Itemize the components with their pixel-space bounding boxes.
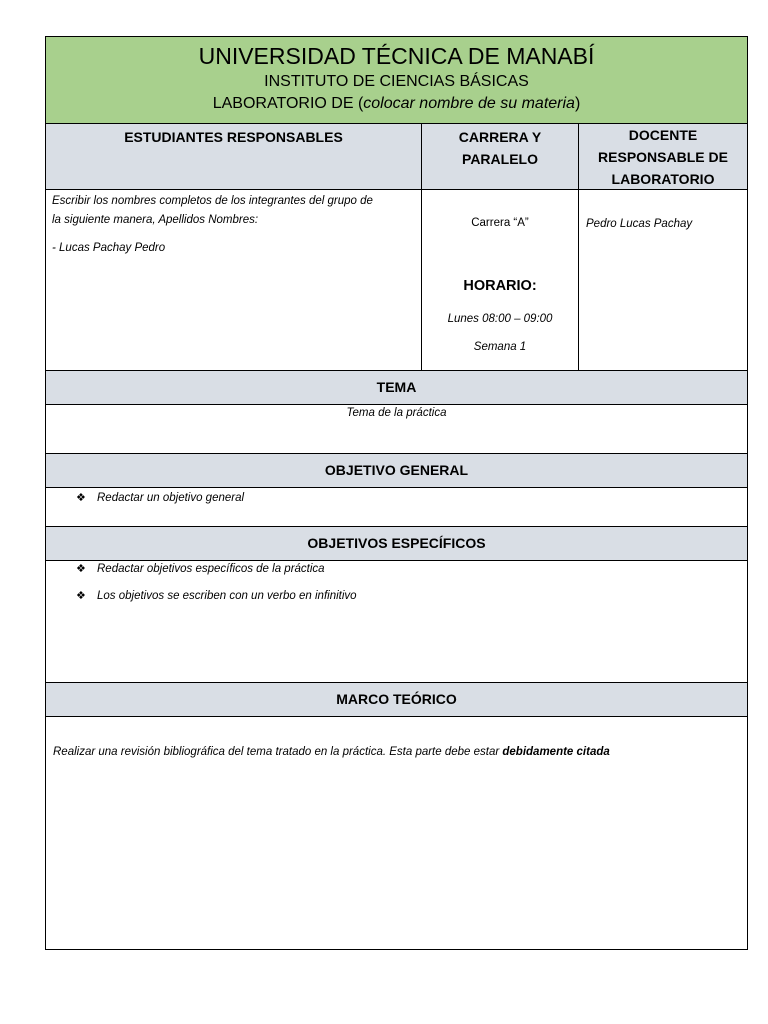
lab-suffix: ): [574, 95, 581, 112]
marco-teorico-text: [46, 717, 747, 758]
career-value: Carrera “A”: [471, 217, 529, 229]
objetivos-especificos-section[interactable]: [46, 561, 747, 682]
lab-report-template: [45, 36, 748, 950]
career-cell[interactable]: [422, 190, 579, 370]
teacher-header-line2: RESPONSABLE DE: [598, 149, 728, 165]
objetivo-general-heading: OBJETIVO GENERAL: [46, 453, 747, 488]
university-title: UNIVERSIDAD TÉCNICA DE MANABÍ: [198, 43, 595, 69]
objetivo-general-section[interactable]: [46, 488, 747, 526]
list-item: [46, 588, 747, 615]
objetivo-especifico-text: Los objetivos se escriben con un verbo en infinitivo: [97, 590, 357, 602]
institute-title: INSTITUTO DE CIENCIAS BÁSICAS: [264, 73, 529, 90]
diamond-bullet-icon: ❖: [76, 590, 86, 602]
marco-teorico-section[interactable]: [46, 717, 747, 949]
career-header-line2: PARALELO: [462, 151, 538, 167]
week-value: Semana 1: [473, 341, 527, 353]
info-table-body: [46, 190, 747, 370]
lab-prefix: LABORATORIO DE (: [212, 95, 364, 112]
career-column-header: [422, 124, 579, 189]
schedule-time: Lunes 08:00 – 09:00: [447, 313, 553, 325]
tema-value: Tema de la práctica: [346, 407, 447, 419]
career-header-line1: CARRERA Y: [458, 129, 542, 145]
students-column-header: ESTUDIANTES RESPONSABLES: [46, 124, 422, 189]
tema-heading: TEMA: [46, 370, 747, 405]
students-cell[interactable]: [46, 190, 422, 370]
tema-section[interactable]: [46, 405, 747, 453]
lab-placeholder: colocar nombre de su materia: [363, 95, 575, 112]
diamond-bullet-icon: ❖: [76, 492, 86, 504]
students-instructions-line1: Escribir los nombres completos de los integrantes del grupo de: [52, 195, 373, 207]
marco-teorico-instruction: Realizar una revisión bibliográfica del tema tratado en la práctica. Esta parte debe estar: [53, 746, 503, 758]
teacher-column-header: [579, 124, 747, 189]
students-instructions-line2: la siguiente manera, Apellidos Nombres:: [52, 214, 259, 226]
student-example: - Lucas Pachay Pedro: [52, 242, 166, 254]
objetivos-especificos-heading: OBJETIVOS ESPECÍFICOS: [46, 526, 747, 561]
laboratory-title: [46, 93, 747, 115]
teacher-header-line3: LABORATORIO: [611, 171, 715, 187]
marco-teorico-heading: MARCO TEÓRICO: [46, 682, 747, 717]
objetivo-especifico-text: Redactar objetivos específicos de la práctica: [97, 563, 325, 575]
marco-teorico-emphasis: debidamente citada: [502, 746, 610, 758]
schedule-label: HORARIO:: [463, 278, 537, 294]
list-item: [46, 561, 747, 588]
info-table-header: [46, 123, 747, 190]
diamond-bullet-icon: ❖: [76, 563, 86, 575]
teacher-name: Pedro Lucas Pachay: [586, 218, 693, 230]
document-header: [46, 37, 747, 123]
list-item: [46, 488, 747, 517]
teacher-cell[interactable]: [579, 190, 747, 370]
teacher-header-line1: DOCENTE: [628, 127, 698, 143]
objetivo-general-text: Redactar un objetivo general: [97, 492, 245, 504]
